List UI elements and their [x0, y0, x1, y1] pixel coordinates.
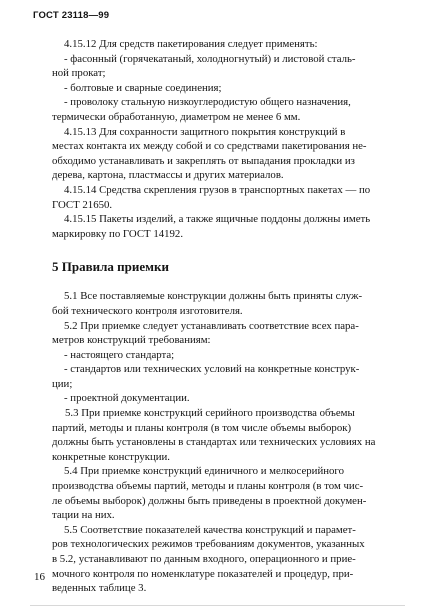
text-line: 4.15.15 Пакеты изделий, а также ящичные поддоны должны иметь	[64, 213, 371, 226]
text-line: бой технического контроля изготовителя.	[52, 304, 243, 317]
page-number: 16	[34, 571, 45, 583]
section-title: 5 Правила приемки	[52, 259, 169, 275]
text-line: маркировку по ГОСТ 14192.	[52, 227, 184, 240]
document-body	[52, 37, 410, 596]
text-line: веденных таблице 3.	[52, 582, 147, 595]
text-line: 4.15.14 Средства скрепления грузов в транспортных пакетах — по	[64, 183, 371, 196]
text-line: обходимо устанавливать и закреплять от выпадания прокладки из	[52, 154, 355, 167]
text-line: 5.3 При приемке конструкций серийного производства объемы	[65, 407, 355, 420]
text-line: партий, методы и планы контроля (в том числе объемы выборок)	[52, 421, 352, 434]
text-line: 4.15.13 Для сохранности защитного покрытия конструкций в	[64, 125, 346, 138]
text-line: производства объемы партий, методы и планы контроля (в том чис-	[52, 480, 364, 493]
text-line: - фасонный (горячекатаный, холодногнутый) и листовой сталь-	[64, 52, 356, 65]
text-line: термически обработанную, диаметром не менее 6 мм.	[52, 110, 301, 123]
page-bottom-rule	[30, 605, 405, 606]
paragraph-5-4	[52, 464, 410, 522]
text-line: - проектной документации.	[64, 392, 190, 405]
text-line: 5.4 При приемке конструкций единичного и мелкосерийного	[64, 465, 344, 478]
text-line: ной прокат;	[52, 67, 106, 80]
text-line: ГОСТ 21650.	[52, 198, 113, 211]
text-line: - стандартов или технических условий на конкретные конструк-	[64, 363, 360, 376]
paragraph-5-3	[52, 406, 410, 464]
text-line: ле объемы выборок) должны быть приведены в проектной докумен-	[52, 494, 367, 507]
text-line: дерева, картона, пластмассы и других материалов.	[52, 169, 284, 182]
text-line: 5.2 При приемке следует устанавливать соответствие всех пара-	[64, 319, 359, 332]
text-line: - проволоку стальную низкоуглеродистую общего назначения,	[64, 96, 351, 109]
text-line: в 5.2, устанавливают по данным входного, операционного и прие-	[52, 553, 356, 565]
paragraph-5-2	[52, 319, 410, 407]
page-header: ГОСТ 23118—99	[33, 10, 110, 21]
text-line: 4.15.12 Для средств пакетирования следует применять:	[64, 38, 318, 50]
text-line: ции;	[52, 377, 73, 390]
text-line: ров технологических режимов требованиям документов, указанных	[52, 538, 365, 551]
text-line: мочного контроля по номенклатуре показателей и процедур, при-	[52, 567, 354, 580]
paragraph-4-15-15	[52, 212, 410, 241]
paragraph-5-5	[52, 523, 410, 596]
text-line: конкретные конструкции.	[52, 450, 171, 463]
text-line: - болтовые и сварные соединения;	[64, 81, 222, 94]
paragraph-5-1	[52, 289, 410, 318]
text-line: тации на них.	[52, 509, 115, 522]
text-line: должны быть установлены в стандартах или технических условиях на	[52, 436, 376, 449]
paragraph-4-15-13	[52, 125, 410, 183]
text-line: метров конструкций требованиям:	[52, 334, 211, 347]
text-line: - настоящего стандарта;	[64, 348, 175, 361]
text-line: местах контакта их между собой и со средствами пакетирования не-	[52, 140, 367, 153]
paragraph-4-15-12	[52, 37, 410, 125]
text-line: 5.5 Соответствие показателей качества конструкций и парамет-	[64, 523, 356, 536]
text-line: 5.1 Все поставляемые конструкции должны быть приняты служ-	[64, 290, 363, 303]
paragraph-4-15-14	[52, 183, 410, 212]
